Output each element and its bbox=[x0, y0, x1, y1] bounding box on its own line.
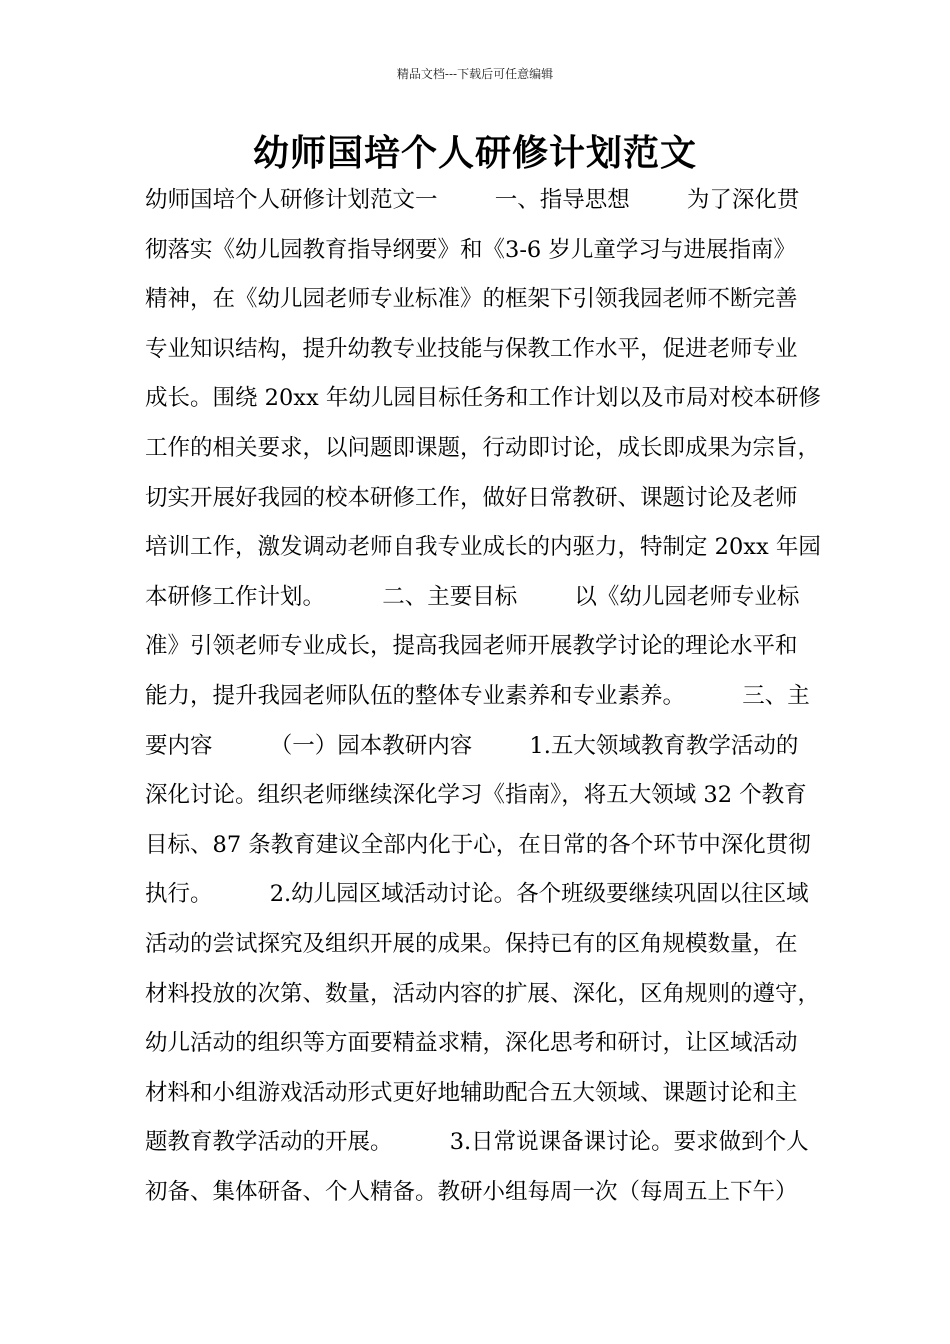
text-line: 初备、集体研备、个人精备。教研小组每周一次（每周五上下午） bbox=[145, 1178, 798, 1205]
text-line: 成长。围绕 20xx 年幼儿园目标任务和工作计划以及市局对校本研修 bbox=[145, 385, 821, 412]
text-line: 培训工作，激发调动老师自我专业成长的内驱力，特制定 20xx 年园 bbox=[145, 534, 821, 561]
text-line: 切实开展好我园的校本研修工作，做好日常教研、课题讨论及老师 bbox=[145, 484, 798, 511]
text-line: 材料投放的次第、数量，活动内容的扩展、深化，区角规则的遵守， bbox=[145, 980, 821, 1007]
text-line: 本研修工作计划。 二、主要目标 以《幼儿园老师专业标 bbox=[145, 583, 800, 610]
text-line: 精神，在《幼儿园老师专业标准》的框架下引领我园老师不断完善 bbox=[145, 286, 798, 313]
page-header: 精品文档---下载后可任意编辑 bbox=[396, 67, 554, 81]
text-line: 要内容 （一）园本教研内容 1.五大领域教育教学活动的 bbox=[145, 732, 799, 759]
text-line: 题教育教学活动的开展。 3.日常说课备课讨论。要求做到个人 bbox=[145, 1129, 809, 1156]
text-line: 彻落实《幼儿园教育指导纲要》和《3-6 岁儿童学习与进展指南》 bbox=[145, 236, 796, 263]
text-line: 能力，提升我园老师队伍的整体专业素养和专业素养。 三、主 bbox=[145, 682, 810, 709]
text-line: 专业知识结构，提升幼教专业技能与保教工作水平，促进老师专业 bbox=[145, 335, 798, 362]
text-line: 目标、87 条教育建议全部内化于心，在日常的各个环节中深化贯彻 bbox=[145, 831, 811, 858]
text-line: 执行。 2.幼儿园区域活动讨论。各个班级要继续巩固以往区域 bbox=[145, 881, 809, 908]
document-title: 幼师国培个人研修计划范文 bbox=[252, 132, 697, 174]
text-line: 准》引领老师专业成长，提高我园老师开展教学讨论的理论水平和 bbox=[145, 633, 798, 660]
text-line: 深化讨论。组织老师继续深化学习《指南》，将五大领域 32 个教育 bbox=[145, 782, 807, 809]
document-body bbox=[145, 176, 821, 1217]
text-line: 活动的尝试探究及组织开展的成果。保持已有的区角规模数量，在 bbox=[145, 930, 798, 957]
text-line: 幼师国培个人研修计划范文一 一、指导思想 为了深化贯 bbox=[145, 187, 800, 213]
text-line: 材料和小组游戏活动形式更好地辅助配合五大领域、课题讨论和主 bbox=[145, 1079, 798, 1106]
text-line: 幼儿活动的组织等方面要精益求精，深化思考和研讨，让区域活动 bbox=[145, 1030, 798, 1057]
text-line: 工作的相关要求，以问题即课题，行动即讨论，成长即成果为宗旨， bbox=[145, 434, 821, 461]
